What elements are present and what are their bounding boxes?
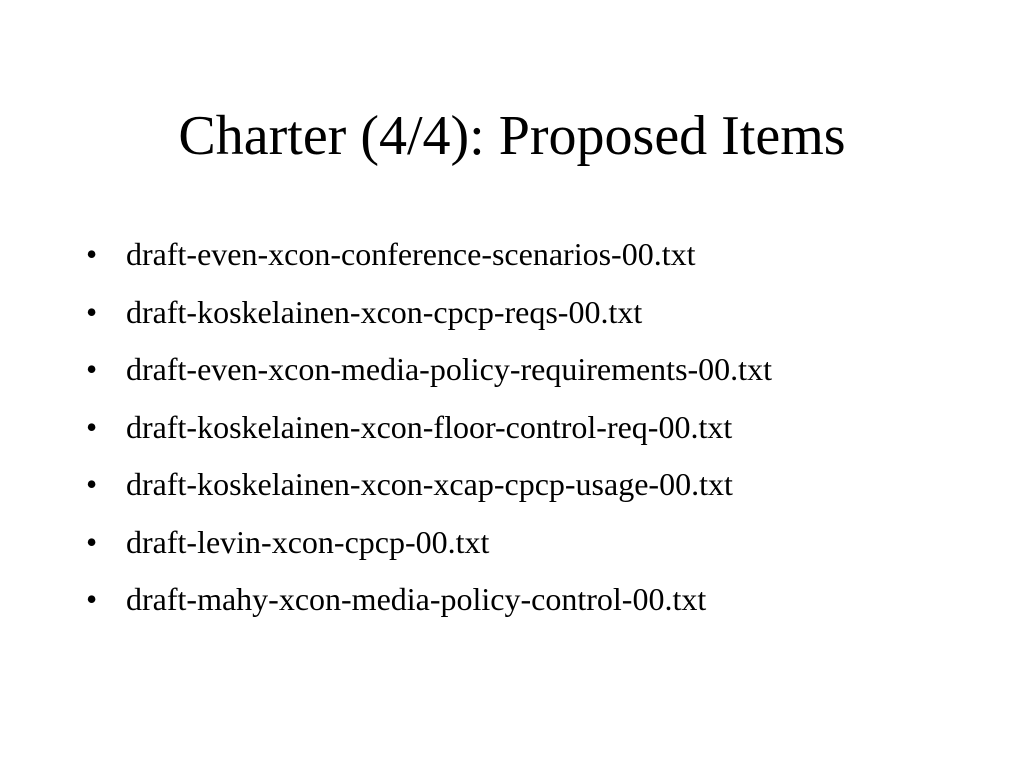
- list-item: [86, 399, 772, 457]
- bullet-icon: •: [86, 408, 98, 445]
- list-item: [86, 284, 772, 342]
- list-item-text: draft-even-xcon-media-policy-requirements-00.txt: [126, 351, 772, 387]
- list-item: [86, 456, 772, 514]
- list-item: [86, 341, 772, 399]
- bullet-icon: •: [86, 236, 98, 272]
- bullet-icon: •: [86, 466, 98, 502]
- list-item-text: draft-koskelainen-xcon-floor-control-req-00.txt: [126, 408, 733, 445]
- list-item-text: draft-koskelainen-xcon-cpcp-reqs-00.txt: [126, 293, 643, 330]
- list-item: [86, 226, 772, 284]
- list-item-text: draft-even-xcon-conference-scenarios-00.txt: [126, 236, 696, 272]
- list-item-text: draft-levin-xcon-cpcp-00.txt: [126, 523, 490, 560]
- slide-title: Charter (4/4): Proposed Items: [178, 105, 846, 167]
- bullet-icon: •: [86, 581, 98, 617]
- bullet-icon: •: [86, 523, 98, 560]
- list-item: [86, 571, 772, 629]
- list-item: [86, 514, 772, 572]
- list-item-text: draft-koskelainen-xcon-xcap-cpcp-usage-00.txt: [126, 466, 733, 502]
- proposed-items-list: [86, 226, 772, 629]
- bullet-icon: •: [86, 351, 98, 387]
- list-item-text: draft-mahy-xcon-media-policy-control-00.txt: [126, 581, 707, 617]
- bullet-icon: •: [86, 293, 98, 330]
